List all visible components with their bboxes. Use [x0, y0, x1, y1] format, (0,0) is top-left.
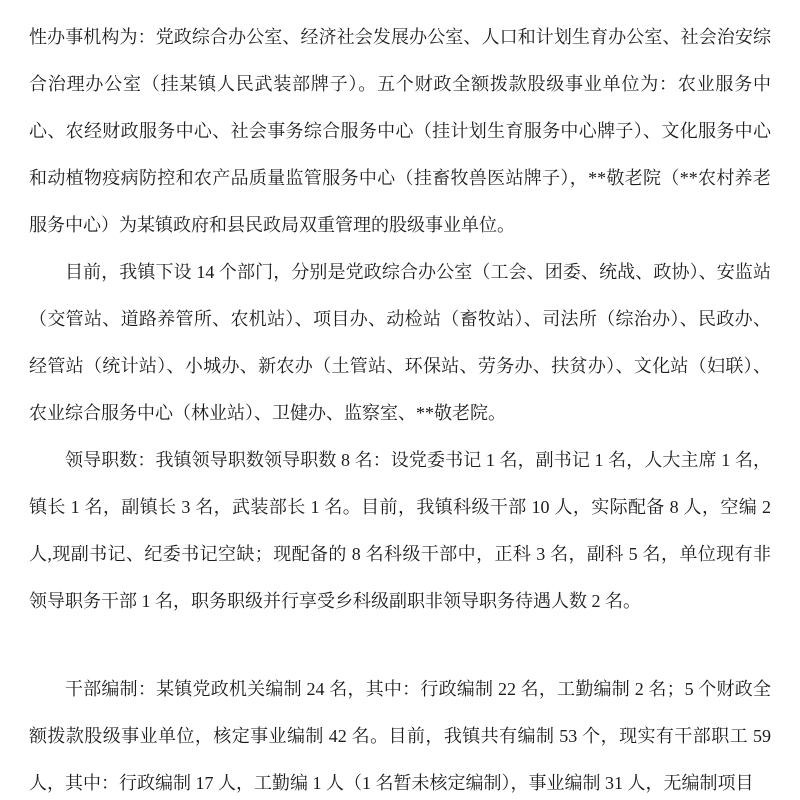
paragraph-leadership: 领导职数：我镇领导职数领导职数 8 名：设党委书记 1 名，副书记 1 名，人大主席 1 名，镇长 1 名，副镇长 3 名，武装部长 1 名。目前，我镇科级干部 10 人，实际配备 8 人，空编 2 人,现副书记、纪委书记空缺；现配备的 8 名科级干部中，正科 3 名，副科 5 名，单位现有非领导职务干部 1 名，职务职级并行享受乡科级副职非领导职务待遇人数 2 名。	[29, 450, 771, 611]
paragraph-org-setup-first-line	[29, 0, 771, 14]
paragraph-departments: 目前，我镇下设 14 个部门，分别是党政综合办公室（工会、团委、统战、政协）、安监站（交管站、道路养管所、农机站）、项目办、动检站（畜牧站）、司法所（综治办）、民政办、经管站（统计站）、小城办、新农办（土管站、环保站、劳务办、扶贫办）、文化站（妇联）、农业综合服务中心（林业站）、卫健办、监察室、**敬老院。	[29, 262, 771, 423]
paragraph-org-setup: 性办事机构为：党政综合办公室、经济社会发展办公室、人口和计划生育办公室、社会治安综合治理办公室（挂某镇人民武装部牌子）。五个财政全额拨款股级事业单位为：农业服务中心、农经财政服务中心、社会事务综合服务中心（挂计划生育服务中心牌子）、文化服务中心和动植物疫病防控和农产品质量监管服务中心（挂畜牧兽医站牌子），**敬老院（**农村养老服务中心）为某镇政府和县民政局双重管理的股级事业单位。	[29, 27, 771, 235]
document-body	[29, 0, 771, 800]
paragraph-staffing: 干部编制：某镇党政机关编制 24 名，其中：行政编制 22 名，工勤编制 2 名；5 个财政全额拨款股级事业单位，核定事业编制 42 名。目前，我镇共有编制 53 个，现实有干部职工 59 人，其中：行政编制 17 人，工勤编 1 人（1 名暂未核定编制），事业编制 31 人，无编制项目	[29, 679, 771, 793]
